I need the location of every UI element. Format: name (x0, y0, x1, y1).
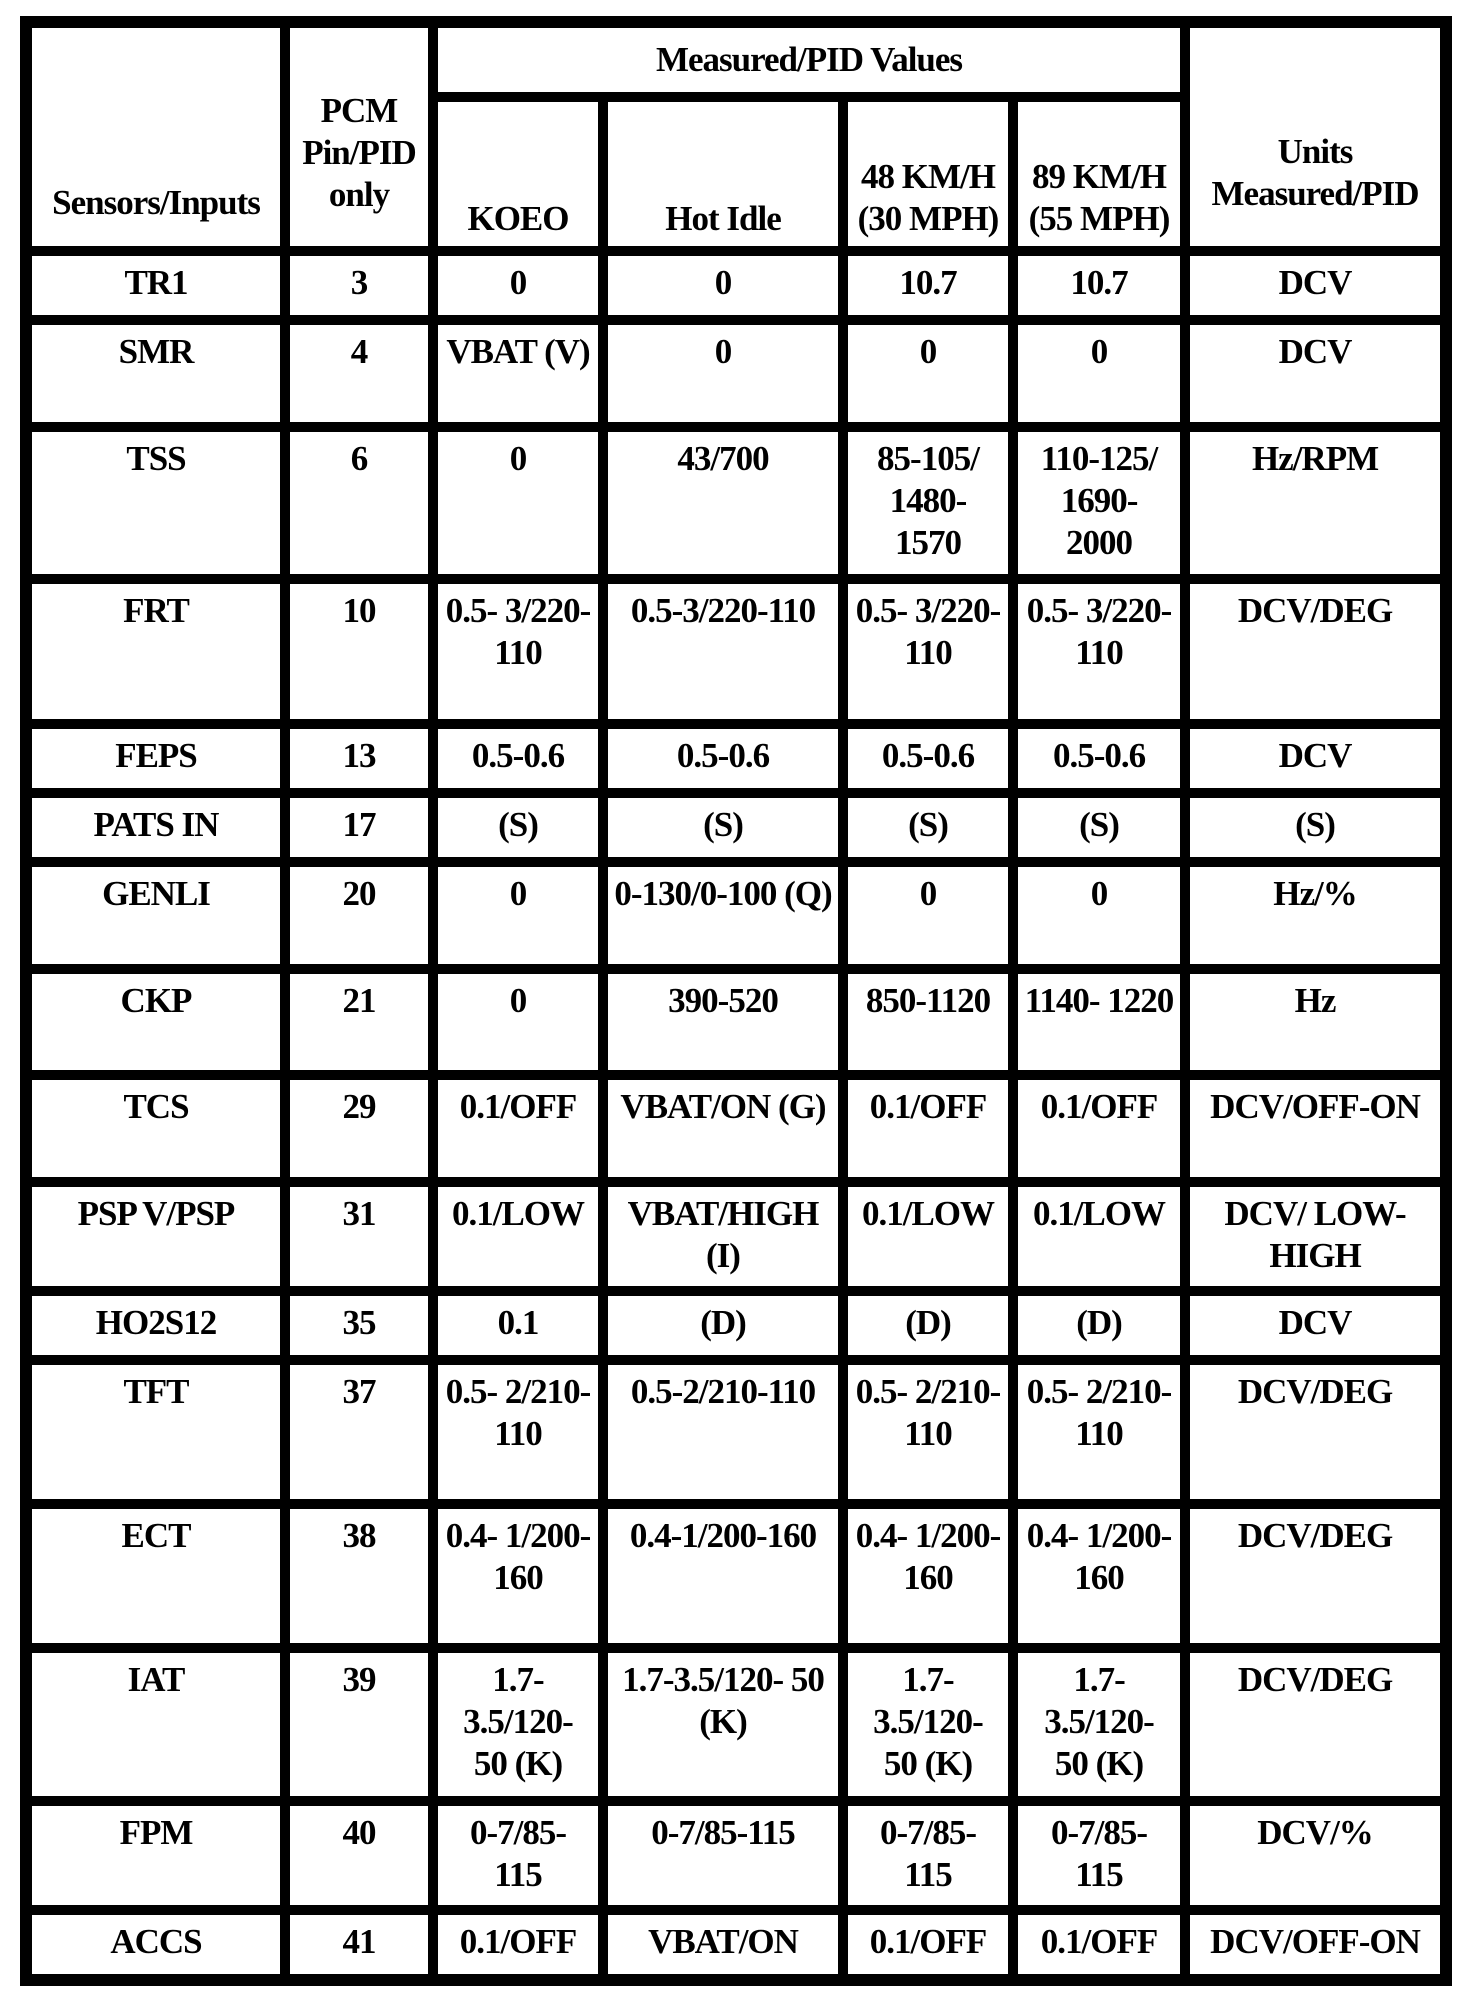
hot-idle-cell: VBAT/ON (603, 1910, 843, 1979)
pin-cell: 4 (285, 320, 433, 427)
table-row (27, 1291, 1445, 1360)
kmh48-cell: 0.1/LOW (843, 1182, 1013, 1291)
kmh89-cell: (S) (1013, 793, 1185, 862)
table-row (27, 579, 1445, 723)
pin-cell: 10 (285, 579, 433, 723)
table-row (27, 862, 1445, 969)
kmh48-cell: 850-1120 (843, 969, 1013, 1076)
sensor-cell: GENLI (27, 862, 285, 969)
units-cell: DCV/DEG (1185, 1504, 1445, 1648)
sensor-cell: IAT (27, 1648, 285, 1801)
koeo-cell: 0.4- 1/200- 160 (433, 1504, 603, 1648)
pin-cell: 21 (285, 969, 433, 1076)
pin-cell: 35 (285, 1291, 433, 1360)
pid-values-table (20, 16, 1452, 1986)
table-row (27, 969, 1445, 1076)
table-row (27, 1075, 1445, 1182)
koeo-cell: 0.5-0.6 (433, 724, 603, 793)
sensor-cell: FEPS (27, 724, 285, 793)
kmh48-cell: 0.5-0.6 (843, 724, 1013, 793)
table-header (27, 23, 1445, 251)
sensor-cell: SMR (27, 320, 285, 427)
units-cell: DCV/OFF-ON (1185, 1075, 1445, 1182)
table-row (27, 1801, 1445, 1910)
sensor-cell: TR1 (27, 251, 285, 320)
kmh89-cell: 0.5-0.6 (1013, 724, 1185, 793)
units-cell: DCV (1185, 724, 1445, 793)
kmh89-cell: 0 (1013, 320, 1185, 427)
koeo-cell: VBAT (V) (433, 320, 603, 427)
sensor-cell: FRT (27, 579, 285, 723)
sensor-cell: PATS IN (27, 793, 285, 862)
kmh89-cell: 1.7- 3.5/120- 50 (K) (1013, 1648, 1185, 1801)
kmh89-cell: 10.7 (1013, 251, 1185, 320)
kmh48-cell: 0.5- 2/210- 110 (843, 1360, 1013, 1504)
kmh89-cell: 0.5- 3/220- 110 (1013, 579, 1185, 723)
sensor-cell: TSS (27, 427, 285, 580)
kmh89-cell: 0-7/85- 115 (1013, 1801, 1185, 1910)
hot-idle-cell: 0.5-3/220-110 (603, 579, 843, 723)
pin-cell: 29 (285, 1075, 433, 1182)
units-cell: DCV/DEG (1185, 579, 1445, 723)
table-row (27, 1910, 1445, 1979)
kmh89-cell: (D) (1013, 1291, 1185, 1360)
kmh89-cell: 110-125/ 1690- 2000 (1013, 427, 1185, 580)
pin-cell: 20 (285, 862, 433, 969)
hot-idle-cell: VBAT/HIGH (I) (603, 1182, 843, 1291)
koeo-cell: 0 (433, 862, 603, 969)
kmh48-cell: (S) (843, 793, 1013, 862)
units-cell: DCV/DEG (1185, 1648, 1445, 1801)
header-48-kmh: 48 KM/H (30 MPH) (843, 97, 1013, 251)
table-row (27, 427, 1445, 580)
table-row (27, 251, 1445, 320)
header-koeo: KOEO (433, 97, 603, 251)
koeo-cell: 0.1/OFF (433, 1075, 603, 1182)
units-cell: Hz/RPM (1185, 427, 1445, 580)
table-row (27, 1360, 1445, 1504)
kmh48-cell: 85-105/ 1480- 1570 (843, 427, 1013, 580)
hot-idle-cell: (D) (603, 1291, 843, 1360)
kmh89-cell: 0 (1013, 862, 1185, 969)
sensor-cell: PSP V/PSP (27, 1182, 285, 1291)
sensor-cell: CKP (27, 969, 285, 1076)
units-cell: Hz/% (1185, 862, 1445, 969)
kmh48-cell: 0-7/85- 115 (843, 1801, 1013, 1910)
header-units: Units Measured/PID (1185, 23, 1445, 251)
pin-cell: 38 (285, 1504, 433, 1648)
koeo-cell: 0.5- 3/220- 110 (433, 579, 603, 723)
sensor-cell: FPM (27, 1801, 285, 1910)
hot-idle-cell: 0.5-0.6 (603, 724, 843, 793)
units-cell: DCV/DEG (1185, 1360, 1445, 1504)
kmh89-cell: 0.1/OFF (1013, 1075, 1185, 1182)
koeo-cell: 0.5- 2/210- 110 (433, 1360, 603, 1504)
kmh48-cell: 10.7 (843, 251, 1013, 320)
hot-idle-cell: 0-7/85-115 (603, 1801, 843, 1910)
kmh48-cell: 0 (843, 862, 1013, 969)
sensor-cell: TFT (27, 1360, 285, 1504)
pin-cell: 6 (285, 427, 433, 580)
units-cell: DCV/% (1185, 1801, 1445, 1910)
kmh89-cell: 0.1/LOW (1013, 1182, 1185, 1291)
table-row (27, 724, 1445, 793)
kmh48-cell: 0 (843, 320, 1013, 427)
table-row (27, 1504, 1445, 1648)
koeo-cell: 0.1/OFF (433, 1910, 603, 1979)
hot-idle-cell: 0.4-1/200-160 (603, 1504, 843, 1648)
hot-idle-cell: VBAT/ON (G) (603, 1075, 843, 1182)
kmh48-cell: 0.5- 3/220- 110 (843, 579, 1013, 723)
kmh48-cell: (D) (843, 1291, 1013, 1360)
units-cell: DCV (1185, 1291, 1445, 1360)
header-hot-idle: Hot Idle (603, 97, 843, 251)
units-cell: (S) (1185, 793, 1445, 862)
table-row (27, 1648, 1445, 1801)
pin-cell: 31 (285, 1182, 433, 1291)
hot-idle-cell: 0 (603, 320, 843, 427)
kmh48-cell: 1.7- 3.5/120- 50 (K) (843, 1648, 1013, 1801)
header-sensors-inputs: Sensors/Inputs (27, 23, 285, 251)
units-cell: Hz (1185, 969, 1445, 1076)
units-cell: DCV (1185, 251, 1445, 320)
pin-cell: 39 (285, 1648, 433, 1801)
sensor-cell: TCS (27, 1075, 285, 1182)
sensor-cell: ECT (27, 1504, 285, 1648)
koeo-cell: 0 (433, 969, 603, 1076)
pin-cell: 37 (285, 1360, 433, 1504)
kmh48-cell: 0.1/OFF (843, 1910, 1013, 1979)
hot-idle-cell: 43/700 (603, 427, 843, 580)
header-pcm-pin: PCM Pin/PID only (285, 23, 433, 251)
koeo-cell: 0.1/LOW (433, 1182, 603, 1291)
kmh89-cell: 0.1/OFF (1013, 1910, 1185, 1979)
kmh89-cell: 1140- 1220 (1013, 969, 1185, 1076)
units-cell: DCV (1185, 320, 1445, 427)
sensor-cell: ACCS (27, 1910, 285, 1979)
sensor-cell: HO2S12 (27, 1291, 285, 1360)
table-row (27, 1182, 1445, 1291)
table-row (27, 793, 1445, 862)
hot-idle-cell: 0-130/0-100 (Q) (603, 862, 843, 969)
pin-cell: 17 (285, 793, 433, 862)
kmh48-cell: 0.1/OFF (843, 1075, 1013, 1182)
header-measured-pid-values: Measured/PID Values (433, 23, 1185, 97)
pin-cell: 13 (285, 724, 433, 793)
hot-idle-cell: (S) (603, 793, 843, 862)
pin-cell: 41 (285, 1910, 433, 1979)
units-cell: DCV/ LOW- HIGH (1185, 1182, 1445, 1291)
kmh48-cell: 0.4- 1/200- 160 (843, 1504, 1013, 1648)
pin-cell: 40 (285, 1801, 433, 1910)
koeo-cell: 0 (433, 251, 603, 320)
table-row (27, 320, 1445, 427)
hot-idle-cell: 390-520 (603, 969, 843, 1076)
kmh89-cell: 0.4- 1/200- 160 (1013, 1504, 1185, 1648)
table-body (27, 251, 1445, 1979)
kmh89-cell: 0.5- 2/210- 110 (1013, 1360, 1185, 1504)
pin-cell: 3 (285, 251, 433, 320)
koeo-cell: 1.7- 3.5/120- 50 (K) (433, 1648, 603, 1801)
header-89-kmh: 89 KM/H (55 MPH) (1013, 97, 1185, 251)
units-cell: DCV/OFF-ON (1185, 1910, 1445, 1979)
hot-idle-cell: 1.7-3.5/120- 50 (K) (603, 1648, 843, 1801)
koeo-cell: 0.1 (433, 1291, 603, 1360)
koeo-cell: 0-7/85- 115 (433, 1801, 603, 1910)
koeo-cell: 0 (433, 427, 603, 580)
hot-idle-cell: 0.5-2/210-110 (603, 1360, 843, 1504)
koeo-cell: (S) (433, 793, 603, 862)
hot-idle-cell: 0 (603, 251, 843, 320)
